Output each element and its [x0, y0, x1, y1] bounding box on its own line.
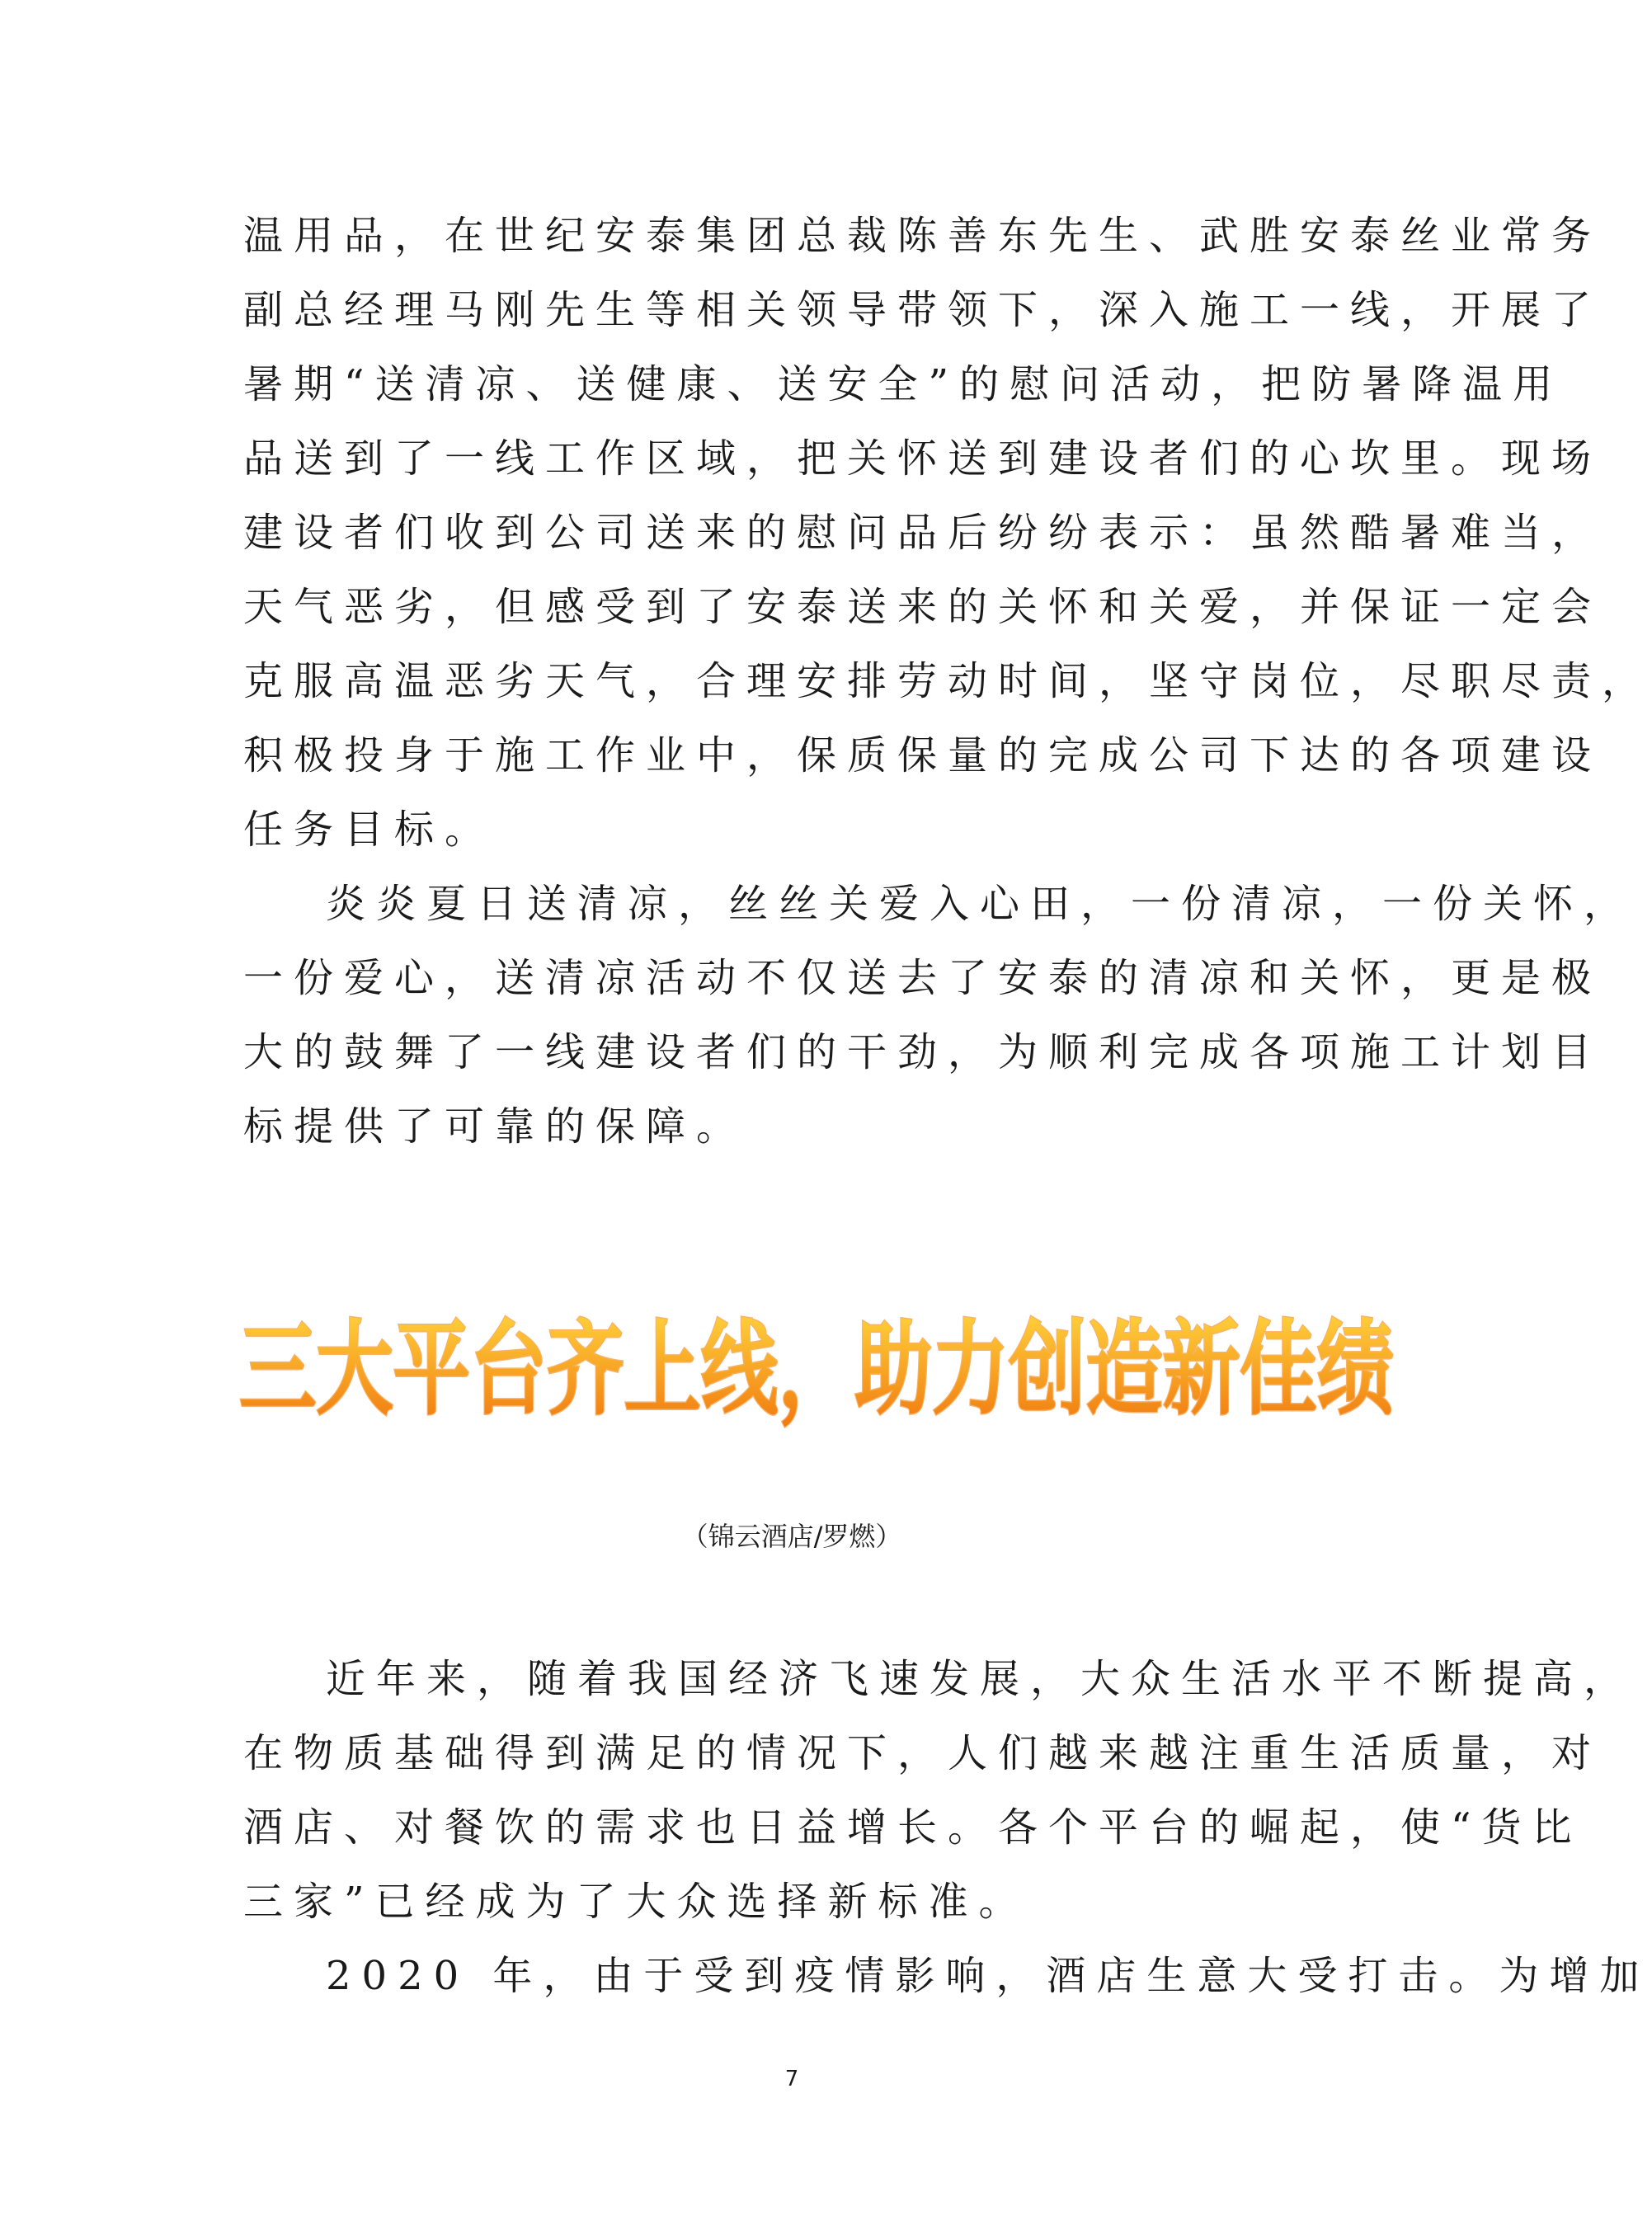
body-text-line: 暑期“送清凉、送健康、送安全”的慰问活动，把防暑降温用	[243, 361, 1564, 407]
body-text-line: 近年来，随着我国经济飞速发展，大众生活水平不断提高，	[326, 1656, 1635, 1702]
body-text-line: 副总经理马刚先生等相关领导带领下，深入施工一线，开展了	[243, 287, 1603, 333]
page-number: 7	[784, 2067, 799, 2091]
body-text-line: 2020 年，由于受到疫情影响，酒店生意大受打击。为增加	[326, 1953, 1650, 1999]
body-text-line: 酒店、对餐饮的需求也日益增长。各个平台的崛起，使“货比	[243, 1804, 1583, 1851]
body-text-line: 在物质基础得到满足的情况下，人们越来越注重生活质量，对	[243, 1730, 1603, 1776]
article-byline: （锦云酒店/罗燃）	[681, 1521, 902, 1552]
body-text-line: 天气恶劣，但感受到了安泰送来的关怀和关爱，并保证一定会	[243, 584, 1603, 630]
headline-text: 三大平台齐上线，助力创造新佳绩	[239, 1310, 1394, 1429]
body-text-line: 炎炎夏日送清凉，丝丝关爱入心田，一份清凉，一份关怀，	[326, 881, 1635, 927]
body-text-line: 温用品，在世纪安泰集团总裁陈善东先生、武胜安泰丝业常务	[243, 213, 1603, 259]
headline-wordart	[231, 1299, 1402, 1439]
body-text-line: 积极投身于施工作业中，保质保量的完成公司下达的各项建设	[243, 732, 1603, 778]
body-text-line: 三家”已经成为了大众选择新标准。	[243, 1879, 1029, 1925]
body-text-line: 任务目标。	[243, 807, 496, 853]
body-text-line: 一份爱心，送清凉活动不仅送去了安泰的清凉和关怀，更是极	[243, 955, 1603, 1001]
article-headline	[231, 1299, 1402, 1439]
body-text-line: 大的鼓舞了一线建设者们的干劲，为顺利完成各项施工计划目	[243, 1029, 1603, 1075]
body-text-line: 建设者们收到公司送来的慰问品后纷纷表示：虽然酷暑难当，	[243, 510, 1603, 556]
body-text-line: 克服高温恶劣天气，合理安排劳动时间，坚守岗位，尽职尽责，	[243, 658, 1652, 704]
body-text-line: 品送到了一线工作区域，把关怀送到建设者们的心坎里。现场	[243, 435, 1603, 482]
body-text-line: 标提供了可靠的保障。	[243, 1103, 747, 1150]
